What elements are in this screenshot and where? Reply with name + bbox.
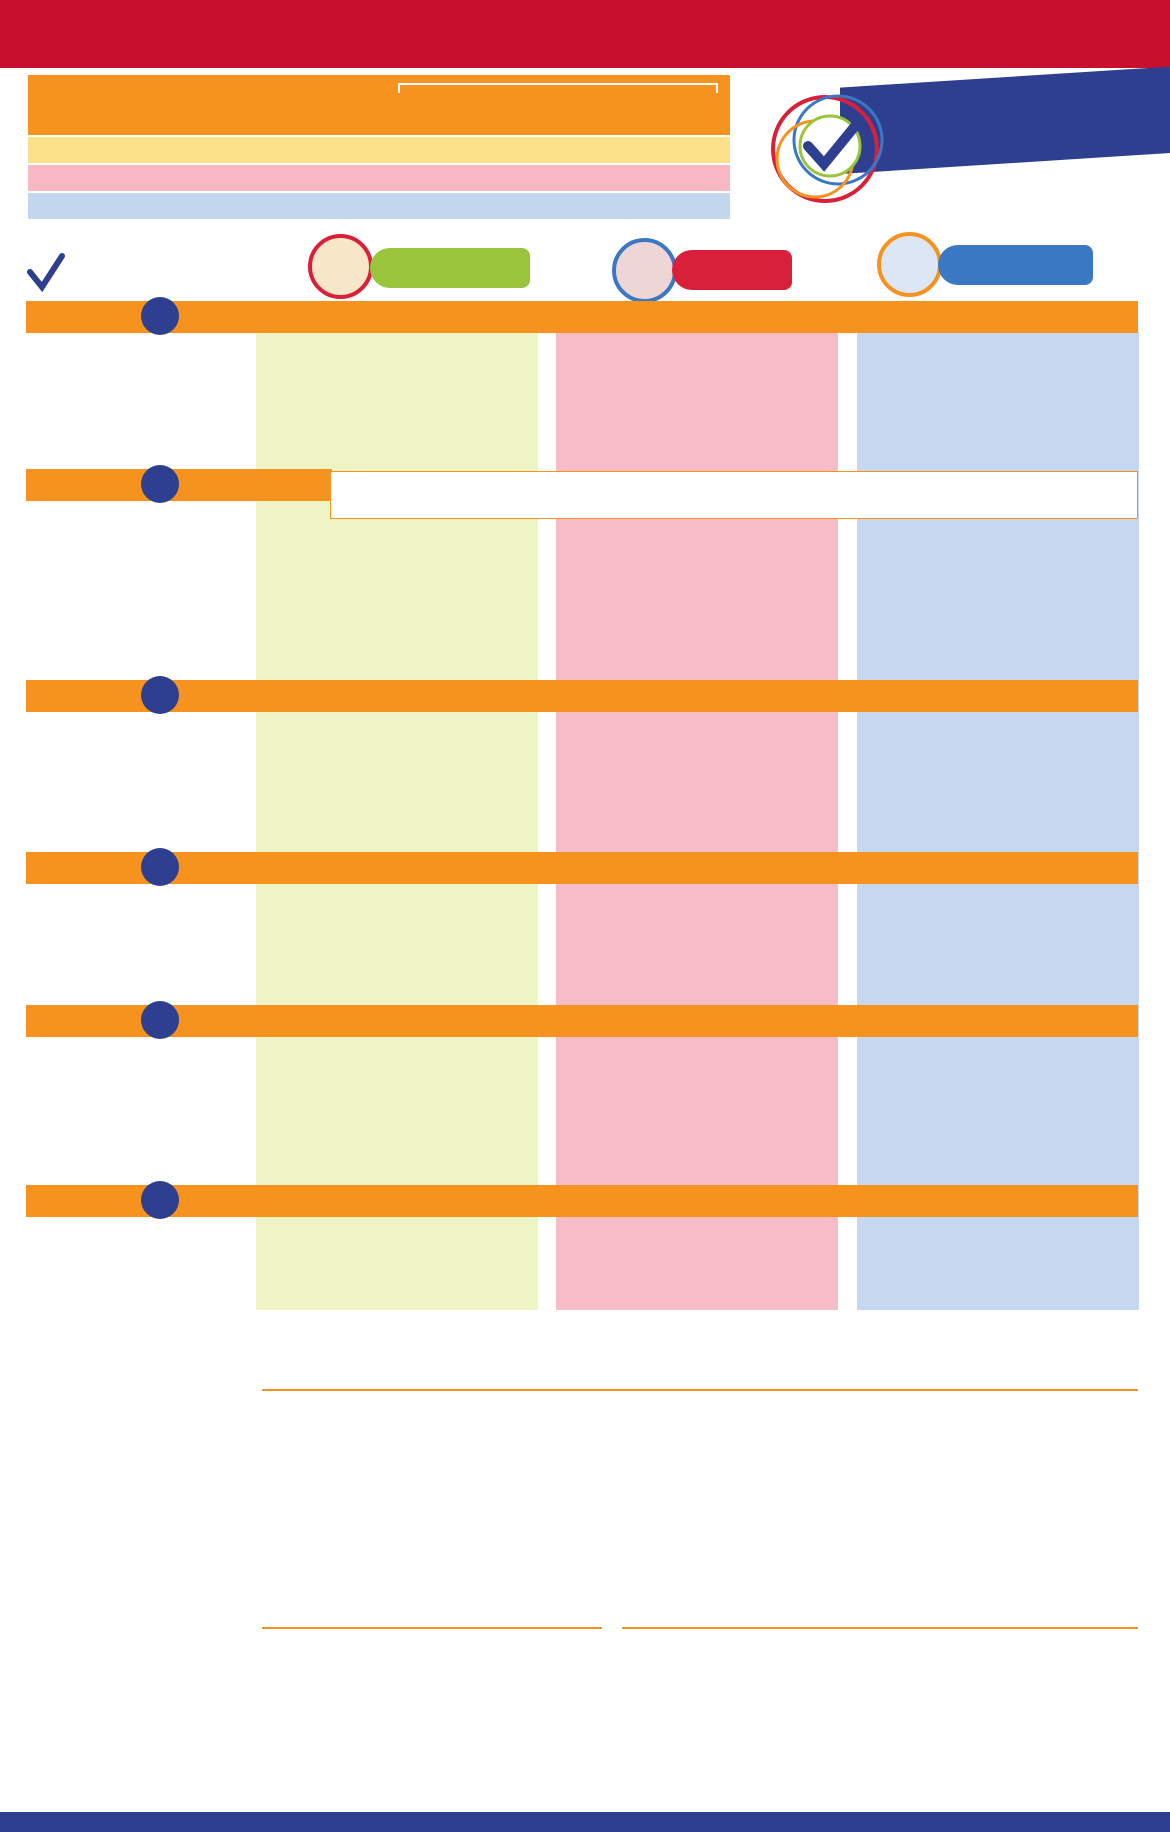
- propuesta-3-bar: [26, 680, 1138, 712]
- curso-escolar-banner: [760, 66, 1170, 186]
- propuesta-2-bar: [26, 469, 332, 501]
- logo-salesiano-civilizacion: [30, 10, 90, 56]
- propuesta-number: [141, 465, 179, 503]
- propuesta-5-bar: [26, 1005, 1138, 1037]
- propuesta-number: [141, 848, 179, 886]
- preescolar-badge: [370, 248, 530, 288]
- propuesta-number: [141, 297, 179, 335]
- w-efectivo: [627, 1607, 637, 1624]
- efectivo-heading: [627, 1607, 637, 1624]
- checkmark-circles-icon: [760, 74, 900, 214]
- footer-bar: [0, 1812, 1170, 1832]
- fees-row-primaria: [28, 165, 730, 191]
- reinscripcion-note: [330, 471, 1138, 519]
- fees-row-preescolar: [28, 137, 730, 163]
- divider: [262, 1627, 602, 1629]
- logo-salesiano-cultura: [165, 10, 215, 56]
- header-bar: [0, 0, 1170, 68]
- divider: [622, 1627, 1138, 1629]
- divider: [262, 1389, 1138, 1391]
- secundaria-photo: [877, 232, 942, 297]
- propuesta-1-bar: [26, 301, 1138, 333]
- secundaria-badge: [938, 245, 1093, 285]
- propuesta-6-bar: [26, 1185, 1138, 1217]
- preescolar-photo: [308, 234, 373, 299]
- fees-header: [28, 75, 730, 135]
- checkmark-icon: [26, 252, 66, 292]
- propuesta-number: [141, 1181, 179, 1219]
- primaria-photo: [612, 238, 677, 303]
- fees-row-secundaria: [28, 193, 730, 219]
- fees-table: [28, 75, 730, 218]
- primaria-badge: [672, 250, 792, 290]
- propuesta-number: [141, 676, 179, 714]
- propuesta-number: [141, 1001, 179, 1039]
- propuesta-4-bar: [26, 852, 1138, 884]
